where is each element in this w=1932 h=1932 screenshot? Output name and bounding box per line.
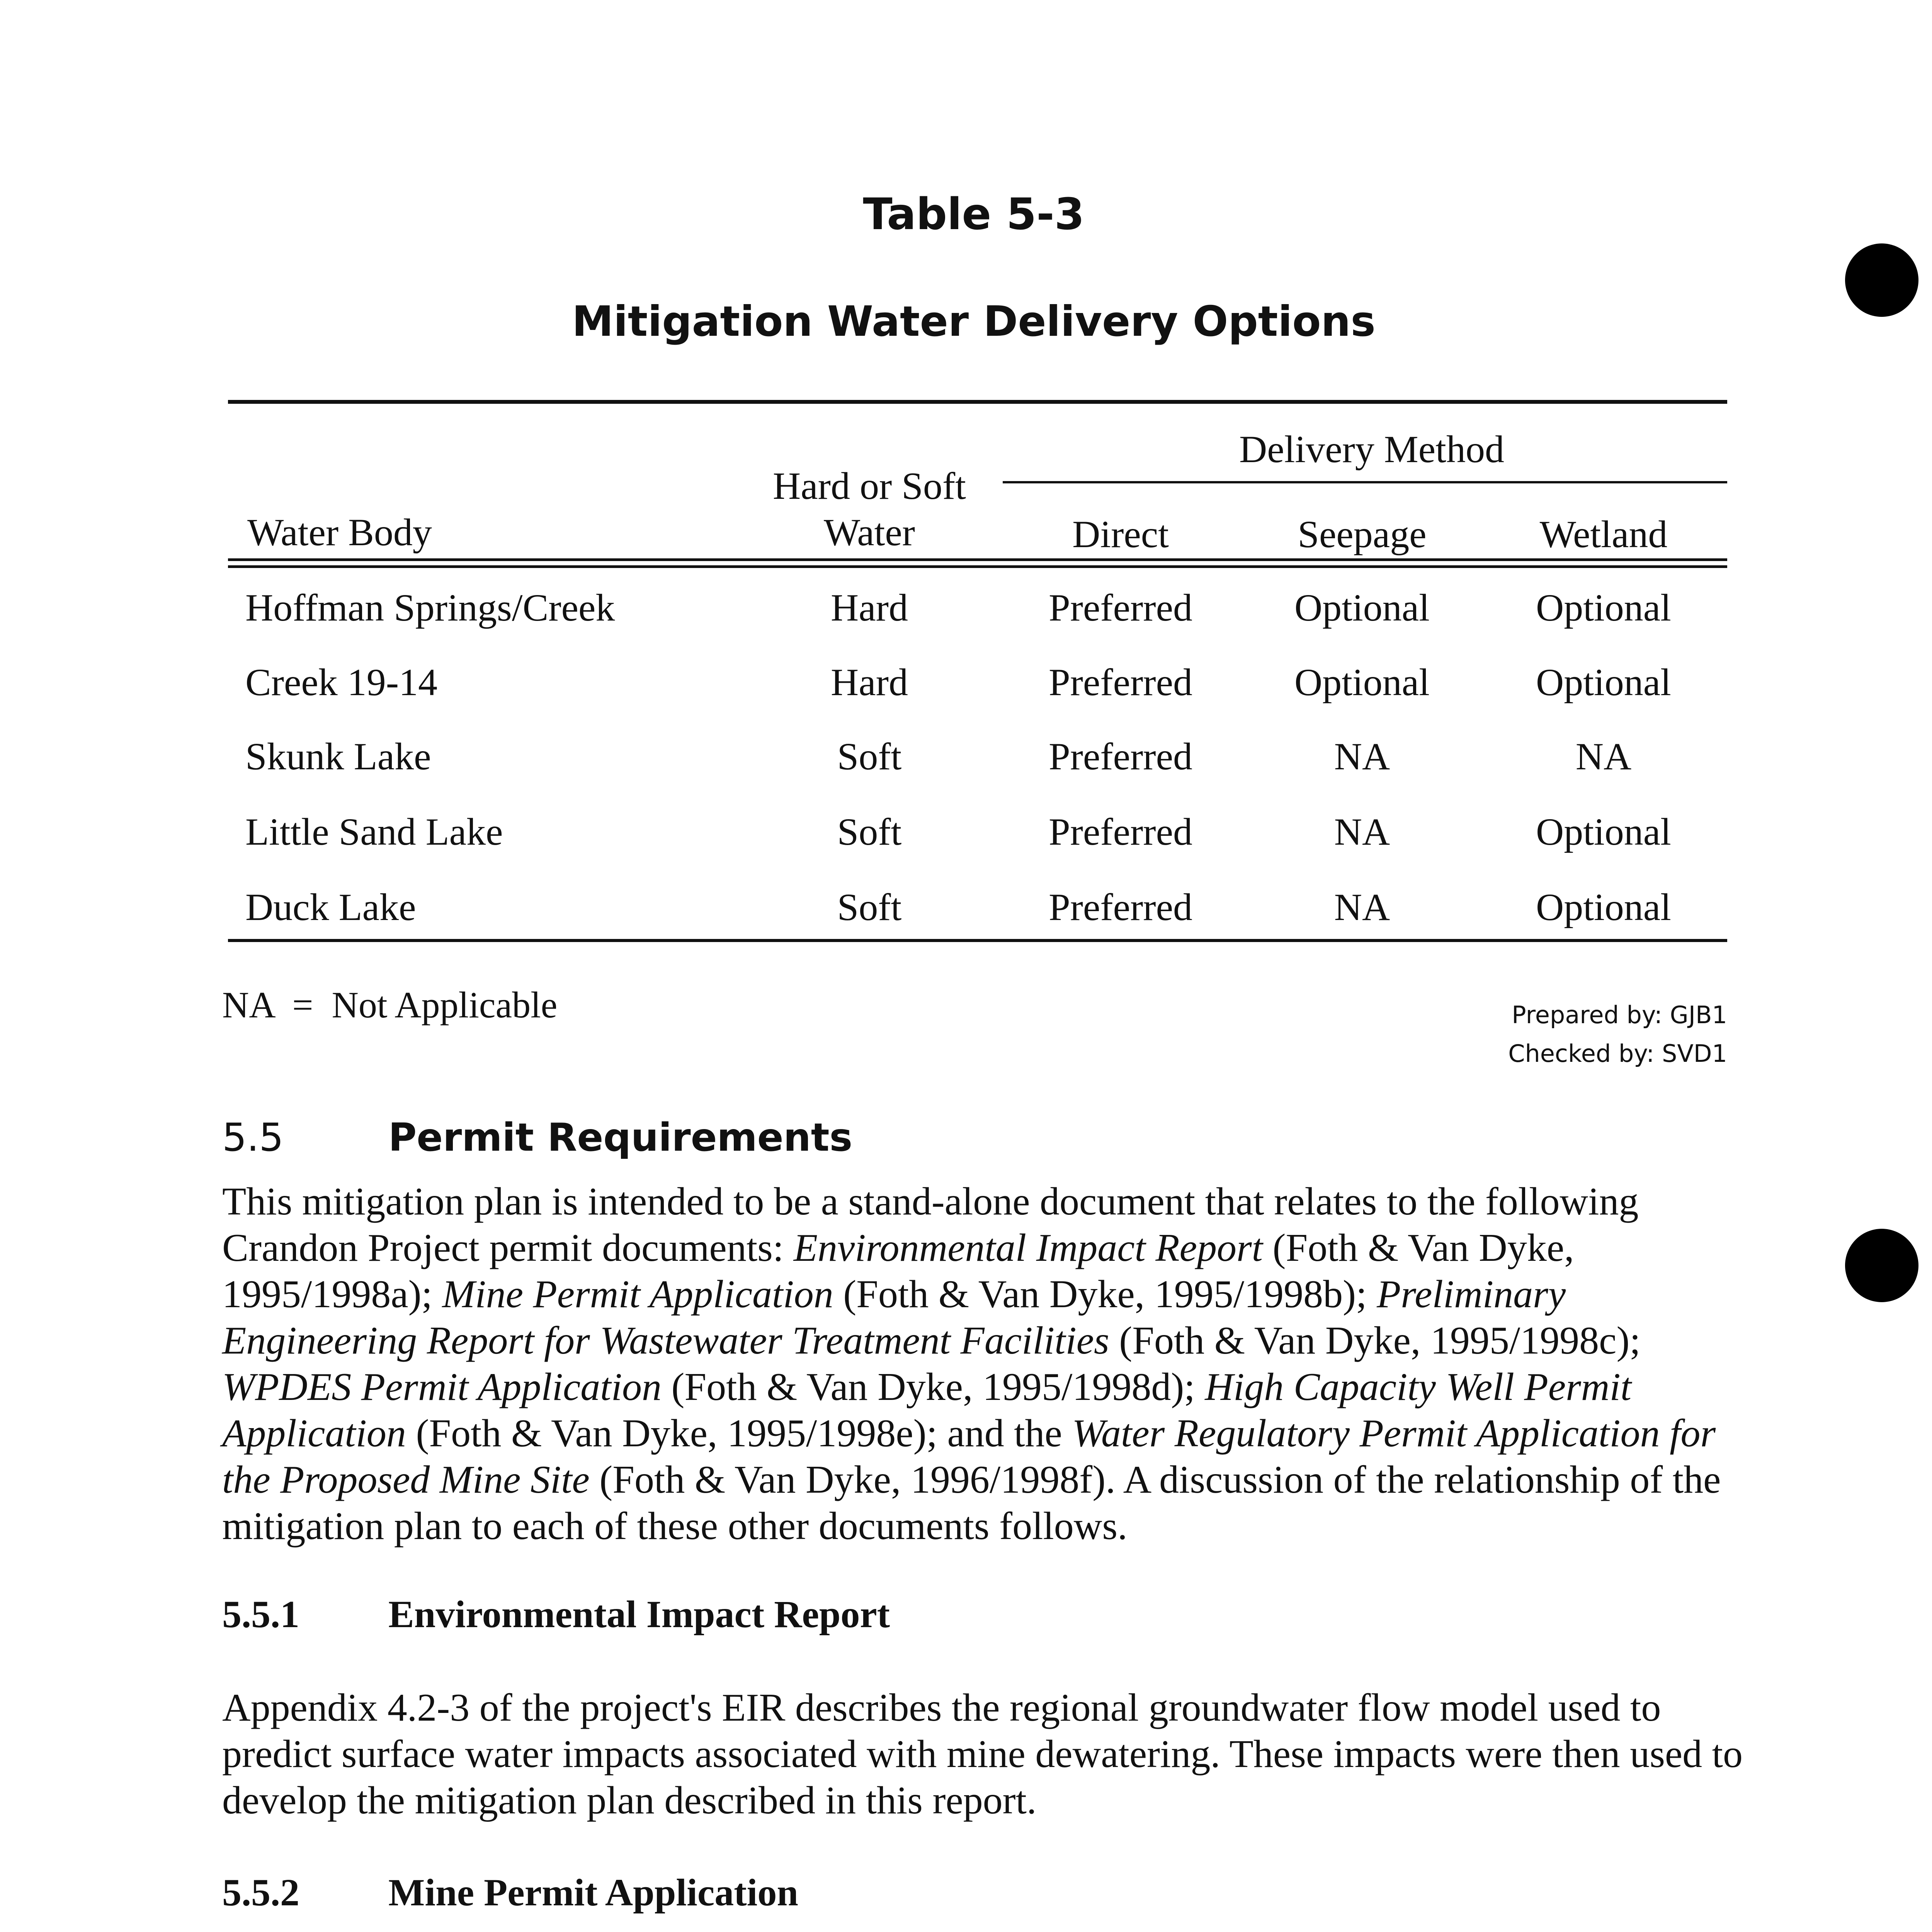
cell-hardness: Hard: [831, 586, 908, 629]
section-number: 5.5: [222, 1115, 284, 1160]
delivery-method-rule: [1003, 481, 1727, 483]
header-wetland: Wetland: [1539, 513, 1668, 556]
checked-by: Checked by: SVD1: [1508, 1039, 1727, 1068]
cell-direct: Preferred: [1049, 586, 1192, 629]
table-bottom-rule: [228, 939, 1727, 942]
section-5-5-paragraph: [222, 1179, 1729, 1549]
italic-citation-text: Preliminary: [1376, 1272, 1566, 1316]
paragraph-text: (Foth & Van Dyke,: [1263, 1226, 1574, 1270]
section-number: 5.5.1: [222, 1593, 299, 1636]
header-direct: Direct: [1072, 513, 1169, 556]
italic-citation-text: High Capacity Well Permit: [1205, 1365, 1632, 1409]
paragraph-text: (Foth & Van Dyke, 1995/1998b);: [833, 1272, 1377, 1316]
table-label: Table 5-3: [863, 189, 1085, 240]
cell-wetland: Optional: [1536, 886, 1671, 929]
prepared-by: Prepared by: GJB1: [1512, 1001, 1727, 1029]
binder-hole-mark: [1845, 1229, 1918, 1302]
cell-direct: Preferred: [1049, 886, 1192, 929]
header-double-rule-bottom: [228, 565, 1727, 568]
header-hard-soft-line1: Hard or Soft: [773, 464, 966, 507]
italic-citation-text: Application: [222, 1412, 406, 1455]
cell-water-body: Hoffman Springs/Creek: [245, 586, 615, 629]
cell-wetland: Optional: [1536, 661, 1671, 704]
paragraph-line: [222, 1410, 1729, 1457]
cell-seepage: NA: [1334, 886, 1390, 929]
cell-hardness: Soft: [837, 810, 902, 853]
header-hard-soft-line2: Water: [823, 511, 915, 554]
cell-hardness: Soft: [837, 735, 902, 778]
cell-seepage: Optional: [1294, 586, 1430, 629]
section-title: Environmental Impact Report: [388, 1593, 890, 1636]
cell-wetland: NA: [1575, 735, 1632, 778]
paragraph-line: predict surface water impacts associated with mine dewatering. These impacts were then used to: [222, 1732, 1743, 1776]
table-footnote: NA = Not Applicable: [222, 984, 558, 1026]
section-title: Mine Permit Application: [388, 1871, 798, 1914]
paragraph-text: Crandon Project permit documents:: [222, 1226, 794, 1270]
paragraph-line: Appendix 4.2-3 of the project's EIR describes the regional groundwater flow model used to: [222, 1686, 1661, 1730]
table-top-rule: [228, 400, 1727, 404]
paragraph-text: mitigation plan to each of these other documents follows.: [222, 1504, 1128, 1548]
header-seepage: Seepage: [1298, 513, 1427, 556]
italic-citation-text: Environmental Impact Report: [793, 1226, 1263, 1270]
cell-direct: Preferred: [1049, 810, 1192, 853]
section-number: 5.5.2: [222, 1871, 299, 1914]
paragraph-line: [222, 1271, 1729, 1318]
cell-direct: Preferred: [1049, 661, 1192, 704]
paragraph-line: [222, 1364, 1729, 1410]
paragraph-line: [222, 1318, 1729, 1364]
paragraph-line: [222, 1225, 1729, 1271]
cell-hardness: Soft: [837, 886, 902, 929]
cell-water-body: Skunk Lake: [245, 735, 431, 778]
cell-water-body: Creek 19-14: [245, 661, 438, 704]
paragraph-text: (Foth & Van Dyke, 1995/1998e); and the: [406, 1412, 1072, 1455]
table-title: Mitigation Water Delivery Options: [572, 298, 1376, 346]
cell-hardness: Hard: [831, 661, 908, 704]
paragraph-line: develop the mitigation plan described in this report.: [222, 1779, 1037, 1822]
paragraph-text: 1995/1998a);: [222, 1272, 442, 1316]
cell-seepage: Optional: [1294, 661, 1430, 704]
cell-wetland: Optional: [1536, 586, 1671, 629]
header-water-body: Water Body: [247, 511, 432, 554]
paragraph-line: [222, 1457, 1729, 1503]
paragraph-text: This mitigation plan is intended to be a stand-alone document that relates to the following: [222, 1180, 1639, 1223]
cell-seepage: NA: [1334, 735, 1390, 778]
cell-water-body: Little Sand Lake: [245, 810, 503, 853]
cell-seepage: NA: [1334, 810, 1390, 853]
italic-citation-text: the Proposed Mine Site: [222, 1458, 590, 1502]
paragraph-text: (Foth & Van Dyke, 1995/1998d);: [661, 1365, 1205, 1409]
cell-water-body: Duck Lake: [245, 886, 416, 929]
italic-citation-text: Water Regulatory Permit Application for: [1072, 1412, 1716, 1455]
italic-citation-text: Mine Permit Application: [442, 1272, 833, 1316]
header-delivery-method: Delivery Method: [1239, 428, 1504, 471]
cell-wetland: Optional: [1536, 810, 1671, 853]
section-title: Permit Requirements: [388, 1115, 853, 1160]
italic-citation-text: WPDES Permit Application: [222, 1365, 662, 1409]
paragraph-text: (Foth & Van Dyke, 1995/1998c);: [1109, 1319, 1641, 1362]
paragraph-line: [222, 1503, 1729, 1549]
binder-hole-mark: [1845, 243, 1918, 317]
italic-citation-text: Engineering Report for Wastewater Treatment Facilities: [222, 1319, 1109, 1362]
paragraph-line: [222, 1179, 1729, 1225]
cell-direct: Preferred: [1049, 735, 1192, 778]
header-double-rule-top: [228, 558, 1727, 561]
paragraph-text: (Foth & Van Dyke, 1996/1998f). A discussion of the relationship of the: [589, 1458, 1721, 1502]
section-5-5-1-paragraph: [222, 1685, 1743, 1824]
